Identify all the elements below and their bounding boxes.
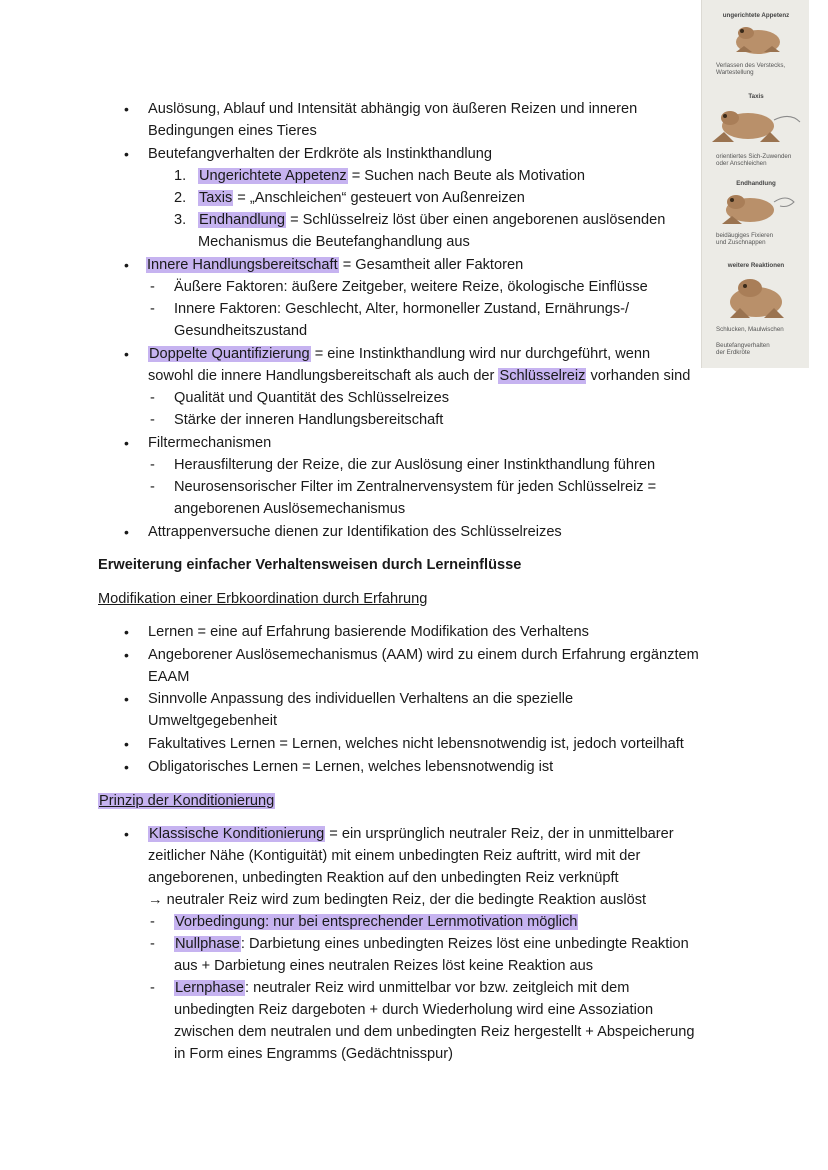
list-item: Innere Handlungsbereitschaft = Gesamtheit aller Faktoren	[147, 257, 524, 273]
list-number: 3.	[174, 212, 187, 228]
sub-item-cont: zwischen dem neutralen und dem unbedingten Reiz hergestellt + Abspeicherung	[174, 1024, 695, 1040]
bullet: •	[124, 346, 129, 362]
section-subheading	[98, 792, 275, 810]
list-item: Doppelte Quantifizierung = eine Instinkthandlung wird nur durchgeführt, wenn	[149, 346, 651, 362]
panel-footer-b: der Erdkröte	[716, 349, 751, 356]
panel-caption-4: Schlucken, Maulwischen	[716, 326, 784, 333]
list-item: Beutefangverhalten der Erdkröte als Instinkthandlung	[148, 146, 492, 162]
list-item-cont: zeitlicher Nähe (Kontiguität) mit einem unbedingten Reiz auftritt, wird mit der	[148, 848, 641, 864]
sub-item: Neurosensorischer Filter im Zentralnervensystem für jeden Schlüsselreiz =	[174, 479, 657, 495]
dash: -	[150, 980, 155, 996]
bullet: •	[124, 146, 129, 162]
highlight: Endhandlung	[199, 212, 286, 228]
section-heading: Erweiterung einfacher Verhaltensweisen durch Lerneinflüsse	[98, 557, 522, 573]
numbered-item: Endhandlung = Schlüsselreiz löst über einen angeborenen auslösenden	[199, 212, 666, 228]
section-subheading: Modifikation einer Erbkoordination durch Erfahrung	[98, 591, 428, 607]
list-item: Angeborener Auslösemechanismus (AAM) wird zu einem durch Erfahrung ergänztem	[148, 647, 699, 663]
bullet: •	[124, 524, 129, 540]
panel-heading-endhandlung: Endhandlung	[736, 180, 776, 187]
sub-item-cont: angeborenen Auslösemechanismus	[174, 501, 406, 517]
dash: -	[150, 914, 155, 930]
panel-caption-2a: orientiertes Sich-Zuwenden	[716, 153, 792, 160]
highlight: Taxis	[199, 190, 233, 206]
list-item: Klassische Konditionierung = ein ursprünglich neutraler Reiz, der in unmittelbarer	[149, 826, 674, 842]
sub-item: Äußere Faktoren: äußere Zeitgeber, weitere Reize, ökologische Einflüsse	[174, 279, 648, 295]
toad-snapping-icon	[714, 188, 802, 228]
bullet: •	[124, 257, 129, 273]
bullet: •	[124, 691, 129, 707]
bullet: •	[124, 759, 129, 775]
panel-caption-1b: Wartestellung	[716, 69, 754, 76]
panel-caption-2b: oder Anschleichen	[716, 160, 767, 167]
sub-item: Qualität und Quantität des Schlüsselreizes	[174, 390, 450, 406]
list-item: Auslösung, Ablauf und Intensität abhängig von äußeren Reizen und inneren	[148, 101, 638, 117]
highlight: Innere Handlungsbereitschaft	[147, 257, 338, 273]
bullet: •	[124, 435, 129, 451]
sub-item	[174, 913, 578, 931]
highlight: Doppelte Quantifizierung	[149, 346, 310, 362]
highlight: Lernphase	[175, 980, 244, 996]
sub-item: Nullphase: Darbietung eines unbedingten Reizes löst eine unbedingte Reaktion	[175, 936, 689, 952]
bullet: •	[124, 624, 129, 640]
sub-item-cont: in Form eines Engramms (Gedächtnisspur)	[174, 1046, 453, 1062]
toad-illustration-panel	[701, 0, 809, 368]
toad-swallowing-icon	[720, 272, 792, 322]
panel-heading-appetenz: ungerichtete Appetenz	[722, 12, 790, 19]
list-item-cont: Umweltgegebenheit	[148, 713, 277, 729]
list-item: Filtermechanismen	[148, 435, 272, 451]
panel-caption-3b: und Zuschnappen	[716, 239, 766, 246]
sub-item: Stärke der inneren Handlungsbereitschaft	[174, 412, 444, 428]
dash: -	[150, 412, 155, 428]
list-item: Lernen = eine auf Erfahrung basierende Modifikation des Verhaltens	[148, 624, 589, 640]
panel-caption-1a: Verlassen des Verstecks,	[716, 62, 786, 69]
highlight: Vorbedingung: nur bei entsprechender Lernmotivation möglich	[175, 914, 578, 930]
dash: -	[150, 479, 155, 495]
list-number: 2.	[174, 190, 187, 206]
toad-sitting-icon	[730, 20, 786, 58]
bullet: •	[124, 647, 129, 663]
sub-item-cont: unbedingten Reiz dargeboten + durch Wiederholung wird eine Assoziation	[174, 1002, 654, 1018]
highlight: Schlüsselreiz	[499, 368, 586, 384]
list-item-cont: Bedingungen eines Tieres	[148, 123, 317, 139]
numbered-item-cont: Mechanismus die Beutefanghandlung aus	[198, 234, 470, 250]
numbered-item: Ungerichtete Appetenz = Suchen nach Beute als Motivation	[199, 168, 585, 184]
list-item-cont: sowohl die innere Handlungsbereitschaft als auch der Schlüsselreiz vorhanden sind	[148, 368, 691, 384]
dash: -	[150, 279, 155, 295]
highlight: Ungerichtete Appetenz	[199, 168, 347, 184]
sub-item-cont: aus + Darbietung eines neutralen Reizes löst keine Reaktion aus	[174, 958, 594, 974]
dash: -	[150, 301, 155, 317]
bullet: •	[124, 101, 129, 117]
sub-item: Herausfilterung der Reize, die zur Auslösung einer Instinkthandlung führen	[174, 457, 656, 473]
bullet: •	[124, 736, 129, 752]
list-item-cont: angeborenen, unbedingten Reaktion auf den unbedingten Reiz verknüpft	[148, 870, 619, 886]
panel-footer-a: Beutefangverhalten	[716, 342, 770, 349]
highlight: Klassische Konditionierung	[149, 826, 325, 842]
list-item: Fakultatives Lernen = Lernen, welches nicht lebensnotwendig ist, jedoch vorteilhaft	[148, 736, 684, 752]
sub-item: Lernphase: neutraler Reiz wird unmittelbar vor bzw. zeitgleich mit dem	[175, 980, 630, 996]
bullet: •	[124, 826, 129, 842]
dash: -	[150, 390, 155, 406]
numbered-item: Taxis = „Anschleichen“ gesteuert von Außenreizen	[199, 190, 525, 206]
dash: -	[150, 457, 155, 473]
highlight: Prinzip der Konditionierung	[99, 793, 275, 809]
list-item: Obligatorisches Lernen = Lernen, welches lebensnotwendig ist	[148, 759, 554, 775]
panel-heading-weitere: weitere Reaktionen	[727, 262, 785, 269]
toad-crawling-icon	[708, 102, 804, 148]
sub-item-cont: Gesundheitszustand	[174, 323, 308, 339]
panel-heading-taxis: Taxis	[748, 93, 764, 100]
list-item: Attrappenversuche dienen zur Identifikation des Schlüsselreizes	[148, 524, 562, 540]
sub-item: Innere Faktoren: Geschlecht, Alter, hormoneller Zustand, Ernährungs-/	[174, 301, 630, 317]
list-number: 1.	[174, 168, 187, 184]
highlight: Nullphase	[175, 936, 240, 952]
list-item-cont: EAAM	[148, 669, 190, 685]
list-item-cont: → neutraler Reiz wird zum bedingten Reiz, der die bedingte Reaktion auslöst	[148, 892, 647, 908]
list-item: Sinnvolle Anpassung des individuellen Verhaltens an die spezielle	[148, 691, 574, 707]
panel-caption-3a: beidäugiges Fixieren	[716, 232, 774, 239]
dash: -	[150, 936, 155, 952]
